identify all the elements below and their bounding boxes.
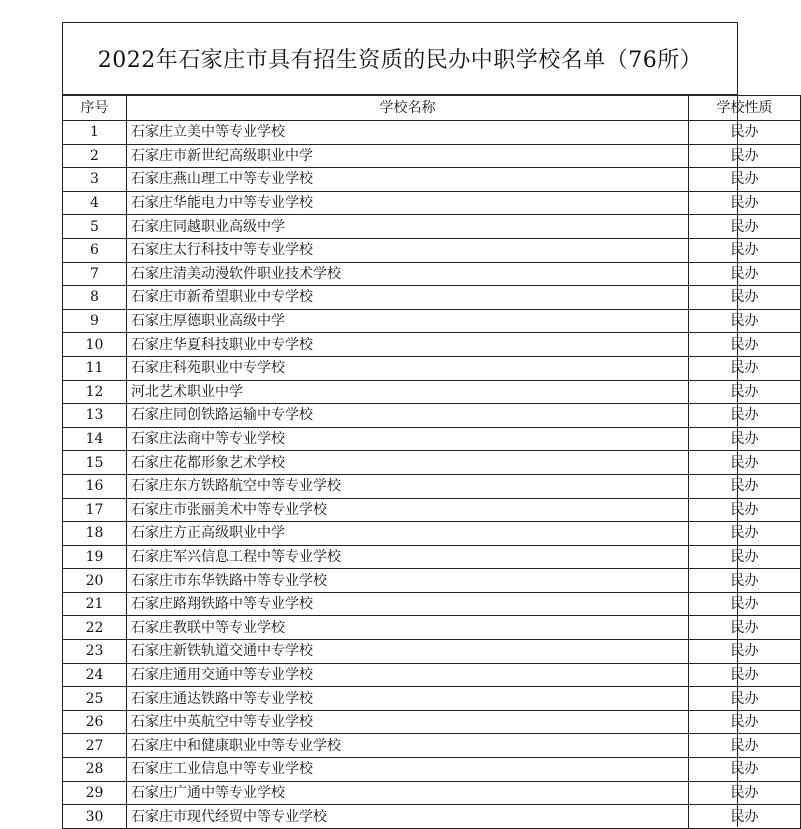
table-row xyxy=(63,121,801,145)
table-header-row xyxy=(63,96,801,121)
school-type: 民办 xyxy=(689,404,801,428)
table-row xyxy=(63,333,801,357)
school-name: 石家庄市张丽美术中等专业学校 xyxy=(127,498,689,522)
row-number: 28 xyxy=(63,758,127,782)
row-number: 29 xyxy=(63,781,127,805)
row-number: 14 xyxy=(63,427,127,451)
school-type: 民办 xyxy=(689,451,801,475)
school-type: 民办 xyxy=(689,380,801,404)
school-name: 石家庄通用交通中等专业学校 xyxy=(127,663,689,687)
row-number: 2 xyxy=(63,144,127,168)
school-type: 民办 xyxy=(689,286,801,310)
school-type: 民办 xyxy=(689,710,801,734)
row-number: 17 xyxy=(63,498,127,522)
school-name: 石家庄科苑职业中专学校 xyxy=(127,356,689,380)
table-body xyxy=(63,121,801,829)
table-row xyxy=(63,427,801,451)
school-type: 民办 xyxy=(689,144,801,168)
school-type: 民办 xyxy=(689,569,801,593)
school-type: 民办 xyxy=(689,238,801,262)
table-row xyxy=(63,781,801,805)
row-number: 10 xyxy=(63,333,127,357)
school-table xyxy=(62,95,801,829)
table-row xyxy=(63,687,801,711)
table-row xyxy=(63,262,801,286)
school-type: 民办 xyxy=(689,734,801,758)
row-number: 18 xyxy=(63,522,127,546)
school-type: 民办 xyxy=(689,427,801,451)
table-row xyxy=(63,663,801,687)
school-type: 民办 xyxy=(689,758,801,782)
row-number: 5 xyxy=(63,215,127,239)
row-number: 16 xyxy=(63,474,127,498)
school-type: 民办 xyxy=(689,781,801,805)
table-row xyxy=(63,734,801,758)
row-number: 26 xyxy=(63,710,127,734)
school-name: 石家庄同创铁路运输中专学校 xyxy=(127,404,689,428)
school-type: 民办 xyxy=(689,663,801,687)
school-type: 民办 xyxy=(689,333,801,357)
school-name: 石家庄路翔铁路中等专业学校 xyxy=(127,592,689,616)
school-type: 民办 xyxy=(689,640,801,664)
school-name: 石家庄方正高级职业中学 xyxy=(127,522,689,546)
school-name: 石家庄燕山理工中等专业学校 xyxy=(127,168,689,192)
row-number: 30 xyxy=(63,805,127,829)
table-row xyxy=(63,569,801,593)
school-type: 民办 xyxy=(689,805,801,829)
column-header-no: 序号 xyxy=(63,96,127,121)
school-name: 石家庄广通中等专业学校 xyxy=(127,781,689,805)
school-name: 石家庄东方铁路航空中等专业学校 xyxy=(127,474,689,498)
school-name: 石家庄市新希望职业中专学校 xyxy=(127,286,689,310)
table-row xyxy=(63,309,801,333)
row-number: 19 xyxy=(63,545,127,569)
school-name: 石家庄华夏科技职业中专学校 xyxy=(127,333,689,357)
table-row xyxy=(63,616,801,640)
document-sheet xyxy=(62,22,773,827)
table-row xyxy=(63,356,801,380)
school-name: 石家庄教联中等专业学校 xyxy=(127,616,689,640)
row-number: 3 xyxy=(63,168,127,192)
table-row xyxy=(63,474,801,498)
row-number: 6 xyxy=(63,238,127,262)
table-row xyxy=(63,215,801,239)
row-number: 9 xyxy=(63,309,127,333)
table-row xyxy=(63,238,801,262)
table-row xyxy=(63,168,801,192)
table-row xyxy=(63,451,801,475)
row-number: 11 xyxy=(63,356,127,380)
row-number: 15 xyxy=(63,451,127,475)
school-name: 石家庄法商中等专业学校 xyxy=(127,427,689,451)
table-row xyxy=(63,380,801,404)
table-row xyxy=(63,191,801,215)
row-number: 22 xyxy=(63,616,127,640)
table-row xyxy=(63,498,801,522)
school-name: 石家庄市现代经贸中等专业学校 xyxy=(127,805,689,829)
school-type: 民办 xyxy=(689,121,801,145)
table-row xyxy=(63,758,801,782)
row-number: 20 xyxy=(63,569,127,593)
column-header-type: 学校性质 xyxy=(689,96,801,121)
school-type: 民办 xyxy=(689,309,801,333)
school-type: 民办 xyxy=(689,592,801,616)
school-name: 石家庄厚德职业高级中学 xyxy=(127,309,689,333)
school-type: 民办 xyxy=(689,522,801,546)
table-row xyxy=(63,144,801,168)
school-type: 民办 xyxy=(689,262,801,286)
school-name: 石家庄市东华铁路中等专业学校 xyxy=(127,569,689,593)
column-header-name: 学校名称 xyxy=(127,96,689,121)
table-row xyxy=(63,522,801,546)
school-type: 民办 xyxy=(689,616,801,640)
table-row xyxy=(63,545,801,569)
school-name: 石家庄工业信息中等专业学校 xyxy=(127,758,689,782)
table-row xyxy=(63,805,801,829)
school-name: 石家庄立美中等专业学校 xyxy=(127,121,689,145)
school-name: 石家庄清美动漫软件职业技术学校 xyxy=(127,262,689,286)
school-type: 民办 xyxy=(689,191,801,215)
school-type: 民办 xyxy=(689,498,801,522)
row-number: 7 xyxy=(63,262,127,286)
row-number: 4 xyxy=(63,191,127,215)
table-row xyxy=(63,404,801,428)
school-name: 河北艺术职业中学 xyxy=(127,380,689,404)
table-row xyxy=(63,640,801,664)
school-name: 石家庄新铁轨道交通中专学校 xyxy=(127,640,689,664)
school-name: 石家庄通达铁路中等专业学校 xyxy=(127,687,689,711)
row-number: 25 xyxy=(63,687,127,711)
table-row xyxy=(63,286,801,310)
row-number: 13 xyxy=(63,404,127,428)
table-row xyxy=(63,592,801,616)
row-number: 8 xyxy=(63,286,127,310)
school-type: 民办 xyxy=(689,215,801,239)
school-name: 石家庄市新世纪高级职业中学 xyxy=(127,144,689,168)
school-name: 石家庄中和健康职业中等专业学校 xyxy=(127,734,689,758)
school-name: 石家庄中英航空中等专业学校 xyxy=(127,710,689,734)
school-name: 石家庄太行科技中等专业学校 xyxy=(127,238,689,262)
school-name: 石家庄军兴信息工程中等专业学校 xyxy=(127,545,689,569)
school-name: 石家庄华能电力中等专业学校 xyxy=(127,191,689,215)
school-type: 民办 xyxy=(689,545,801,569)
table-row xyxy=(63,710,801,734)
row-number: 12 xyxy=(63,380,127,404)
row-number: 21 xyxy=(63,592,127,616)
school-type: 民办 xyxy=(689,687,801,711)
row-number: 27 xyxy=(63,734,127,758)
school-type: 民办 xyxy=(689,168,801,192)
document-title: 2022年石家庄市具有招生资质的民办中职学校名单（76所） xyxy=(63,23,737,95)
school-type: 民办 xyxy=(689,474,801,498)
row-number: 1 xyxy=(63,121,127,145)
school-type: 民办 xyxy=(689,356,801,380)
school-name: 石家庄同越职业高级中学 xyxy=(127,215,689,239)
row-number: 23 xyxy=(63,640,127,664)
school-name: 石家庄花都形象艺术学校 xyxy=(127,451,689,475)
row-number: 24 xyxy=(63,663,127,687)
